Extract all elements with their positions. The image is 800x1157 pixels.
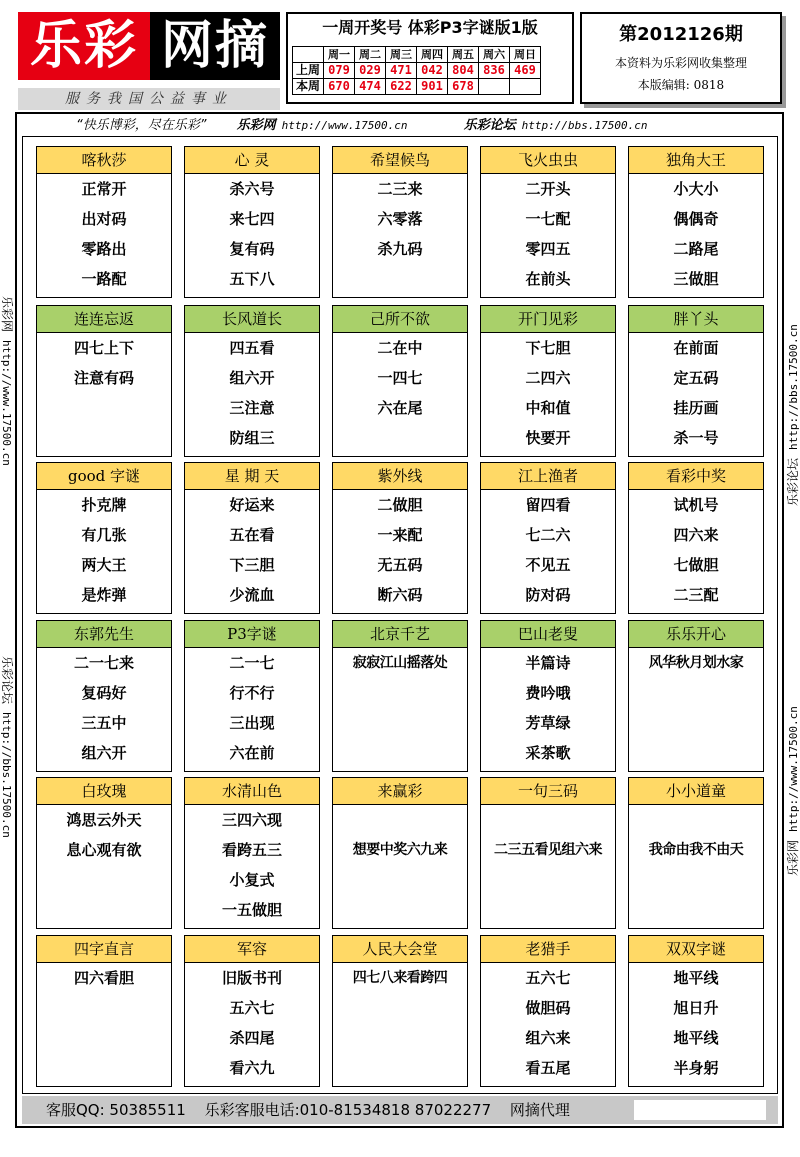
card-line: 四七八来看跨四: [352, 970, 448, 986]
card-line: 三五中: [81, 714, 127, 732]
card-line: 杀四尾: [229, 1029, 275, 1047]
card-title: 老猎手: [481, 936, 615, 963]
card-title: 人民大会堂: [333, 936, 467, 963]
card-line: 五六七: [525, 969, 571, 987]
card-line: 六在尾: [377, 399, 423, 417]
card-title: 小小道童: [629, 778, 763, 805]
card-line: 三出现: [229, 714, 275, 732]
card-line: 三注意: [229, 399, 275, 417]
day-header: 周六: [479, 47, 510, 63]
card-lines: [185, 963, 319, 1083]
side-site-url: http://www.17500.cn: [787, 706, 800, 832]
editor-note: 本版编辑: 0818: [637, 78, 725, 92]
card-line: 风华秋月划水家: [648, 655, 744, 671]
card-line: 注意有码: [73, 369, 134, 387]
card-line: 费吟哦: [525, 684, 571, 702]
card-line: [481, 805, 615, 835]
card-lines: [37, 490, 171, 610]
card-line: 扑克牌: [81, 496, 127, 514]
riddle-card: [332, 305, 468, 457]
card-title: 连连忘返: [37, 306, 171, 333]
card-title: 乐乐开心: [629, 621, 763, 648]
card-line: 七二六: [525, 526, 571, 544]
draw-number: 474: [355, 79, 386, 95]
card-lines: [481, 333, 615, 453]
draw-number: 471: [386, 63, 417, 79]
riddle-card: [36, 935, 172, 1087]
riddle-card: [184, 305, 320, 457]
riddle-card: [480, 935, 616, 1087]
card-line: 四五看: [229, 339, 275, 357]
card-line: [333, 805, 467, 835]
card-line: 试机号: [673, 496, 719, 514]
riddle-card: [480, 777, 616, 929]
card-line: 二三配: [673, 586, 719, 604]
right-side-site: [784, 706, 800, 876]
card-line: 四六看胆: [73, 969, 134, 987]
card-line: 看跨五三: [221, 841, 282, 859]
card-lines: [629, 174, 763, 294]
side-site-name: 乐彩网: [786, 839, 800, 876]
card-line: 五下八: [229, 270, 275, 288]
card-title: 一句三码: [481, 778, 615, 805]
riddle-card: [480, 462, 616, 614]
draw-title: 一周开奖号 体彩P3字谜版1版: [322, 18, 538, 37]
card-lines: [481, 490, 615, 610]
day-header: 周五: [448, 47, 479, 63]
card-line: 零路出: [81, 240, 127, 258]
card-line: 好运来: [229, 496, 275, 514]
card-line: 采茶歌: [525, 744, 571, 762]
card-line: 组六开: [81, 744, 127, 762]
card-line: 组六开: [229, 369, 275, 387]
card-line: 二四六: [525, 369, 571, 387]
card-title: 巴山老叟: [481, 621, 615, 648]
card-line: 七做胆: [673, 556, 719, 574]
card-lines: [629, 648, 763, 678]
riddle-card: [332, 146, 468, 298]
day-header: 周二: [355, 47, 386, 63]
day-header: 周三: [386, 47, 417, 63]
card-line: 二三来: [377, 180, 423, 198]
card-lines: [37, 333, 171, 393]
card-lines: [37, 174, 171, 294]
site-url: http://www.17500.cn: [281, 119, 408, 132]
draw-number: 836: [479, 63, 510, 79]
draw-number: 029: [355, 63, 386, 79]
issue-number: 第2012126期: [619, 24, 743, 45]
weekly-draw-panel: [286, 12, 574, 104]
card-line: 留四看: [525, 496, 571, 514]
side-forum-name: 乐彩论坛: [0, 656, 14, 705]
card-title: 水清山色: [185, 778, 319, 805]
card-line: 二路尾: [673, 240, 719, 258]
card-lines: [185, 333, 319, 453]
draw-number: 469: [510, 63, 541, 79]
card-line: 防对码: [525, 586, 571, 604]
riddle-card: [184, 935, 320, 1087]
card-title: 东郭先生: [37, 621, 171, 648]
card-lines: [481, 963, 615, 1083]
card-title: 己所不欲: [333, 306, 467, 333]
logo: [18, 12, 280, 106]
card-line: 中和值: [525, 399, 571, 417]
riddle-card: [36, 305, 172, 457]
card-title: 来赢彩: [333, 778, 467, 805]
card-line: [629, 805, 763, 835]
card-title: 看彩中奖: [629, 463, 763, 490]
draw-number: 079: [324, 63, 355, 79]
riddle-card: [36, 620, 172, 772]
card-line: 四六来: [673, 526, 719, 544]
riddle-card: [332, 620, 468, 772]
card-line: 来七四: [229, 210, 275, 228]
forum-url: http://bbs.17500.cn: [521, 119, 648, 132]
riddle-card: [332, 935, 468, 1087]
card-lines: [333, 805, 467, 865]
riddle-card: [628, 777, 764, 929]
footer-text: [46, 1096, 584, 1124]
card-line: 鸿思云外天: [66, 811, 142, 829]
row-label: 上周: [293, 63, 324, 79]
row-label: 本周: [293, 79, 324, 95]
card-line: 零四五: [525, 240, 571, 258]
card-line: 复有码: [229, 240, 275, 258]
day-header: 周四: [417, 47, 448, 63]
corner-cell: [293, 47, 324, 63]
customer-phone: 乐彩客服电话:010-81534818 87022277: [204, 1101, 492, 1119]
side-site-name: 乐彩网: [0, 296, 14, 333]
draw-number: 622: [386, 79, 417, 95]
card-lines: [333, 963, 467, 993]
card-line: 五在看: [229, 526, 275, 544]
left-side-forum: [0, 656, 16, 838]
issue-panel: [580, 12, 782, 104]
card-lines: [37, 648, 171, 768]
card-title: 军容: [185, 936, 319, 963]
card-line: 下七胆: [525, 339, 571, 357]
card-line: 行不行: [229, 684, 275, 702]
card-line: 一七配: [525, 210, 571, 228]
card-line: 地平线: [673, 969, 719, 987]
card-line: 看五尾: [525, 1059, 571, 1077]
card-line: 无五码: [377, 556, 423, 574]
card-line: 五六七: [229, 999, 275, 1017]
card-line: 少流血: [229, 586, 275, 604]
riddle-card: [36, 777, 172, 929]
side-forum-url: http://bbs.17500.cn: [0, 712, 13, 838]
card-line: 一四七: [377, 369, 423, 387]
side-site-url: http://www.17500.cn: [0, 340, 13, 466]
card-line: 半篇诗: [525, 654, 571, 672]
card-line: 旭日升: [673, 999, 719, 1017]
riddle-card: [36, 462, 172, 614]
card-line: 不见五: [525, 556, 571, 574]
card-line: 我命由我不由天: [648, 842, 744, 858]
card-title: 喀秋莎: [37, 147, 171, 174]
riddle-card: [184, 620, 320, 772]
riddle-card: [628, 146, 764, 298]
card-lines: [629, 805, 763, 865]
card-line: 两大王: [81, 556, 127, 574]
right-side-forum: [784, 324, 800, 506]
card-lines: [185, 648, 319, 768]
logo-subtitle: 服务我国公益事业: [18, 88, 280, 110]
riddle-card: [480, 620, 616, 772]
card-line: 二三五看见组六来: [494, 842, 602, 858]
card-line: 组六来: [525, 1029, 571, 1047]
day-header: 周日: [510, 47, 541, 63]
card-line: 看六九: [229, 1059, 275, 1077]
riddle-card: [36, 146, 172, 298]
card-line: 半身躬: [673, 1059, 719, 1077]
card-lines: [37, 963, 171, 993]
slogan-bar: [20, 117, 780, 135]
card-line: 三做胆: [673, 270, 719, 288]
card-line: 一五做胆: [221, 901, 282, 919]
card-line: 二一七: [229, 654, 275, 672]
customer-qq: 客服QQ: 50385511: [46, 1101, 186, 1119]
card-lines: [333, 174, 467, 264]
card-line: 小大小: [673, 180, 719, 198]
side-forum-name: 乐彩论坛: [786, 457, 800, 506]
riddle-card: [480, 146, 616, 298]
card-title: 紫外线: [333, 463, 467, 490]
card-line: 小复式: [229, 871, 275, 889]
card-lines: [185, 805, 319, 925]
card-line: 正常开: [81, 180, 127, 198]
card-line: 想要中奖六九来: [352, 842, 448, 858]
card-line: 复码好: [81, 684, 127, 702]
card-line: 在前面: [673, 339, 719, 357]
card-line: 是炸弹: [81, 586, 127, 604]
card-lines: [481, 805, 615, 865]
card-title: 胖丫头: [629, 306, 763, 333]
card-line: 定五码: [673, 369, 719, 387]
riddle-card: [628, 620, 764, 772]
card-line: 二做胆: [377, 496, 423, 514]
draw-number: [510, 79, 541, 95]
card-title: 心 灵: [185, 147, 319, 174]
card-line: 防组三: [229, 429, 275, 447]
card-line: 断六码: [377, 586, 423, 604]
forum-name: 乐彩论坛: [463, 118, 516, 133]
card-lines: [333, 490, 467, 610]
card-line: 出对码: [81, 210, 127, 228]
card-lines: [481, 648, 615, 768]
card-line: 六在前: [229, 744, 275, 762]
card-line: 一来配: [377, 526, 423, 544]
card-title: 希望候鸟: [333, 147, 467, 174]
footer-bar: [22, 1096, 778, 1124]
day-header: 周一: [324, 47, 355, 63]
riddle-card: [184, 777, 320, 929]
side-forum-url: http://bbs.17500.cn: [787, 324, 800, 450]
card-line: 芳草绿: [525, 714, 571, 732]
riddle-card: [628, 305, 764, 457]
logo-black-part: 网摘: [150, 12, 280, 80]
forum-link[interactable]: [464, 118, 674, 133]
site-name: 乐彩网: [236, 118, 276, 133]
draw-number: [479, 79, 510, 95]
card-line: 做胆码: [525, 999, 571, 1017]
card-line: 寂寂江山摇落处: [352, 655, 448, 671]
card-lines: [629, 333, 763, 453]
site-link[interactable]: [237, 118, 434, 133]
card-title: 星 期 天: [185, 463, 319, 490]
card-line: 一路配: [81, 270, 127, 288]
card-title: 独角大王: [629, 147, 763, 174]
card-line: 挂历画: [673, 399, 719, 417]
agent-label: 网摘代理: [509, 1101, 570, 1119]
card-lines: [185, 490, 319, 610]
card-line: 快要开: [525, 429, 571, 447]
left-side-site: [0, 296, 16, 466]
draw-table: [292, 46, 541, 95]
card-lines: [333, 333, 467, 423]
riddle-card: [628, 462, 764, 614]
riddle-card: [332, 777, 468, 929]
card-title: 四字直言: [37, 936, 171, 963]
card-line: 地平线: [673, 1029, 719, 1047]
riddle-card: [184, 462, 320, 614]
card-line: 在前头: [525, 270, 571, 288]
issue-note: 本资料为乐彩网收集整理: [614, 56, 747, 70]
riddle-card: [184, 146, 320, 298]
card-line: 二开头: [525, 180, 571, 198]
card-title: 白玫瑰: [37, 778, 171, 805]
card-line: 息心观有欲: [66, 841, 142, 859]
riddle-card: [628, 935, 764, 1087]
card-line: 三四六现: [221, 811, 282, 829]
card-line: 六零落: [377, 210, 423, 228]
card-line: 二一七来: [73, 654, 134, 672]
draw-number: 804: [448, 63, 479, 79]
agent-blank-field: [634, 1100, 766, 1120]
card-line: 杀一号: [673, 429, 719, 447]
card-title: good 字谜: [37, 463, 171, 490]
card-title: 开门见彩: [481, 306, 615, 333]
card-line: 偶偶奇: [673, 210, 719, 228]
card-line: 旧版书刊: [221, 969, 282, 987]
card-line: 二在中: [377, 339, 423, 357]
card-lines: [481, 174, 615, 294]
card-line: 有几张: [81, 526, 127, 544]
card-lines: [333, 648, 467, 678]
card-line: 杀六号: [229, 180, 275, 198]
slogan-quote: “快乐博彩，尽在乐彩”: [76, 118, 207, 133]
card-title: 江上渔者: [481, 463, 615, 490]
logo-red-part: 乐彩: [18, 12, 150, 80]
riddle-card: [332, 462, 468, 614]
card-title: 北京千艺: [333, 621, 467, 648]
draw-number: 670: [324, 79, 355, 95]
card-lines: [629, 963, 763, 1083]
draw-number: 901: [417, 79, 448, 95]
card-lines: [37, 805, 171, 865]
draw-number: 042: [417, 63, 448, 79]
card-title: 长风道长: [185, 306, 319, 333]
card-line: 下三胆: [229, 556, 275, 574]
card-lines: [629, 490, 763, 610]
card-title: 飞火虫虫: [481, 147, 615, 174]
card-lines: [185, 174, 319, 294]
card-title: P3字谜: [185, 621, 319, 648]
draw-number: 678: [448, 79, 479, 95]
card-title: 双双字谜: [629, 936, 763, 963]
card-line: 杀九码: [377, 240, 423, 258]
card-line: 四七上下: [73, 339, 134, 357]
riddle-card: [480, 305, 616, 457]
